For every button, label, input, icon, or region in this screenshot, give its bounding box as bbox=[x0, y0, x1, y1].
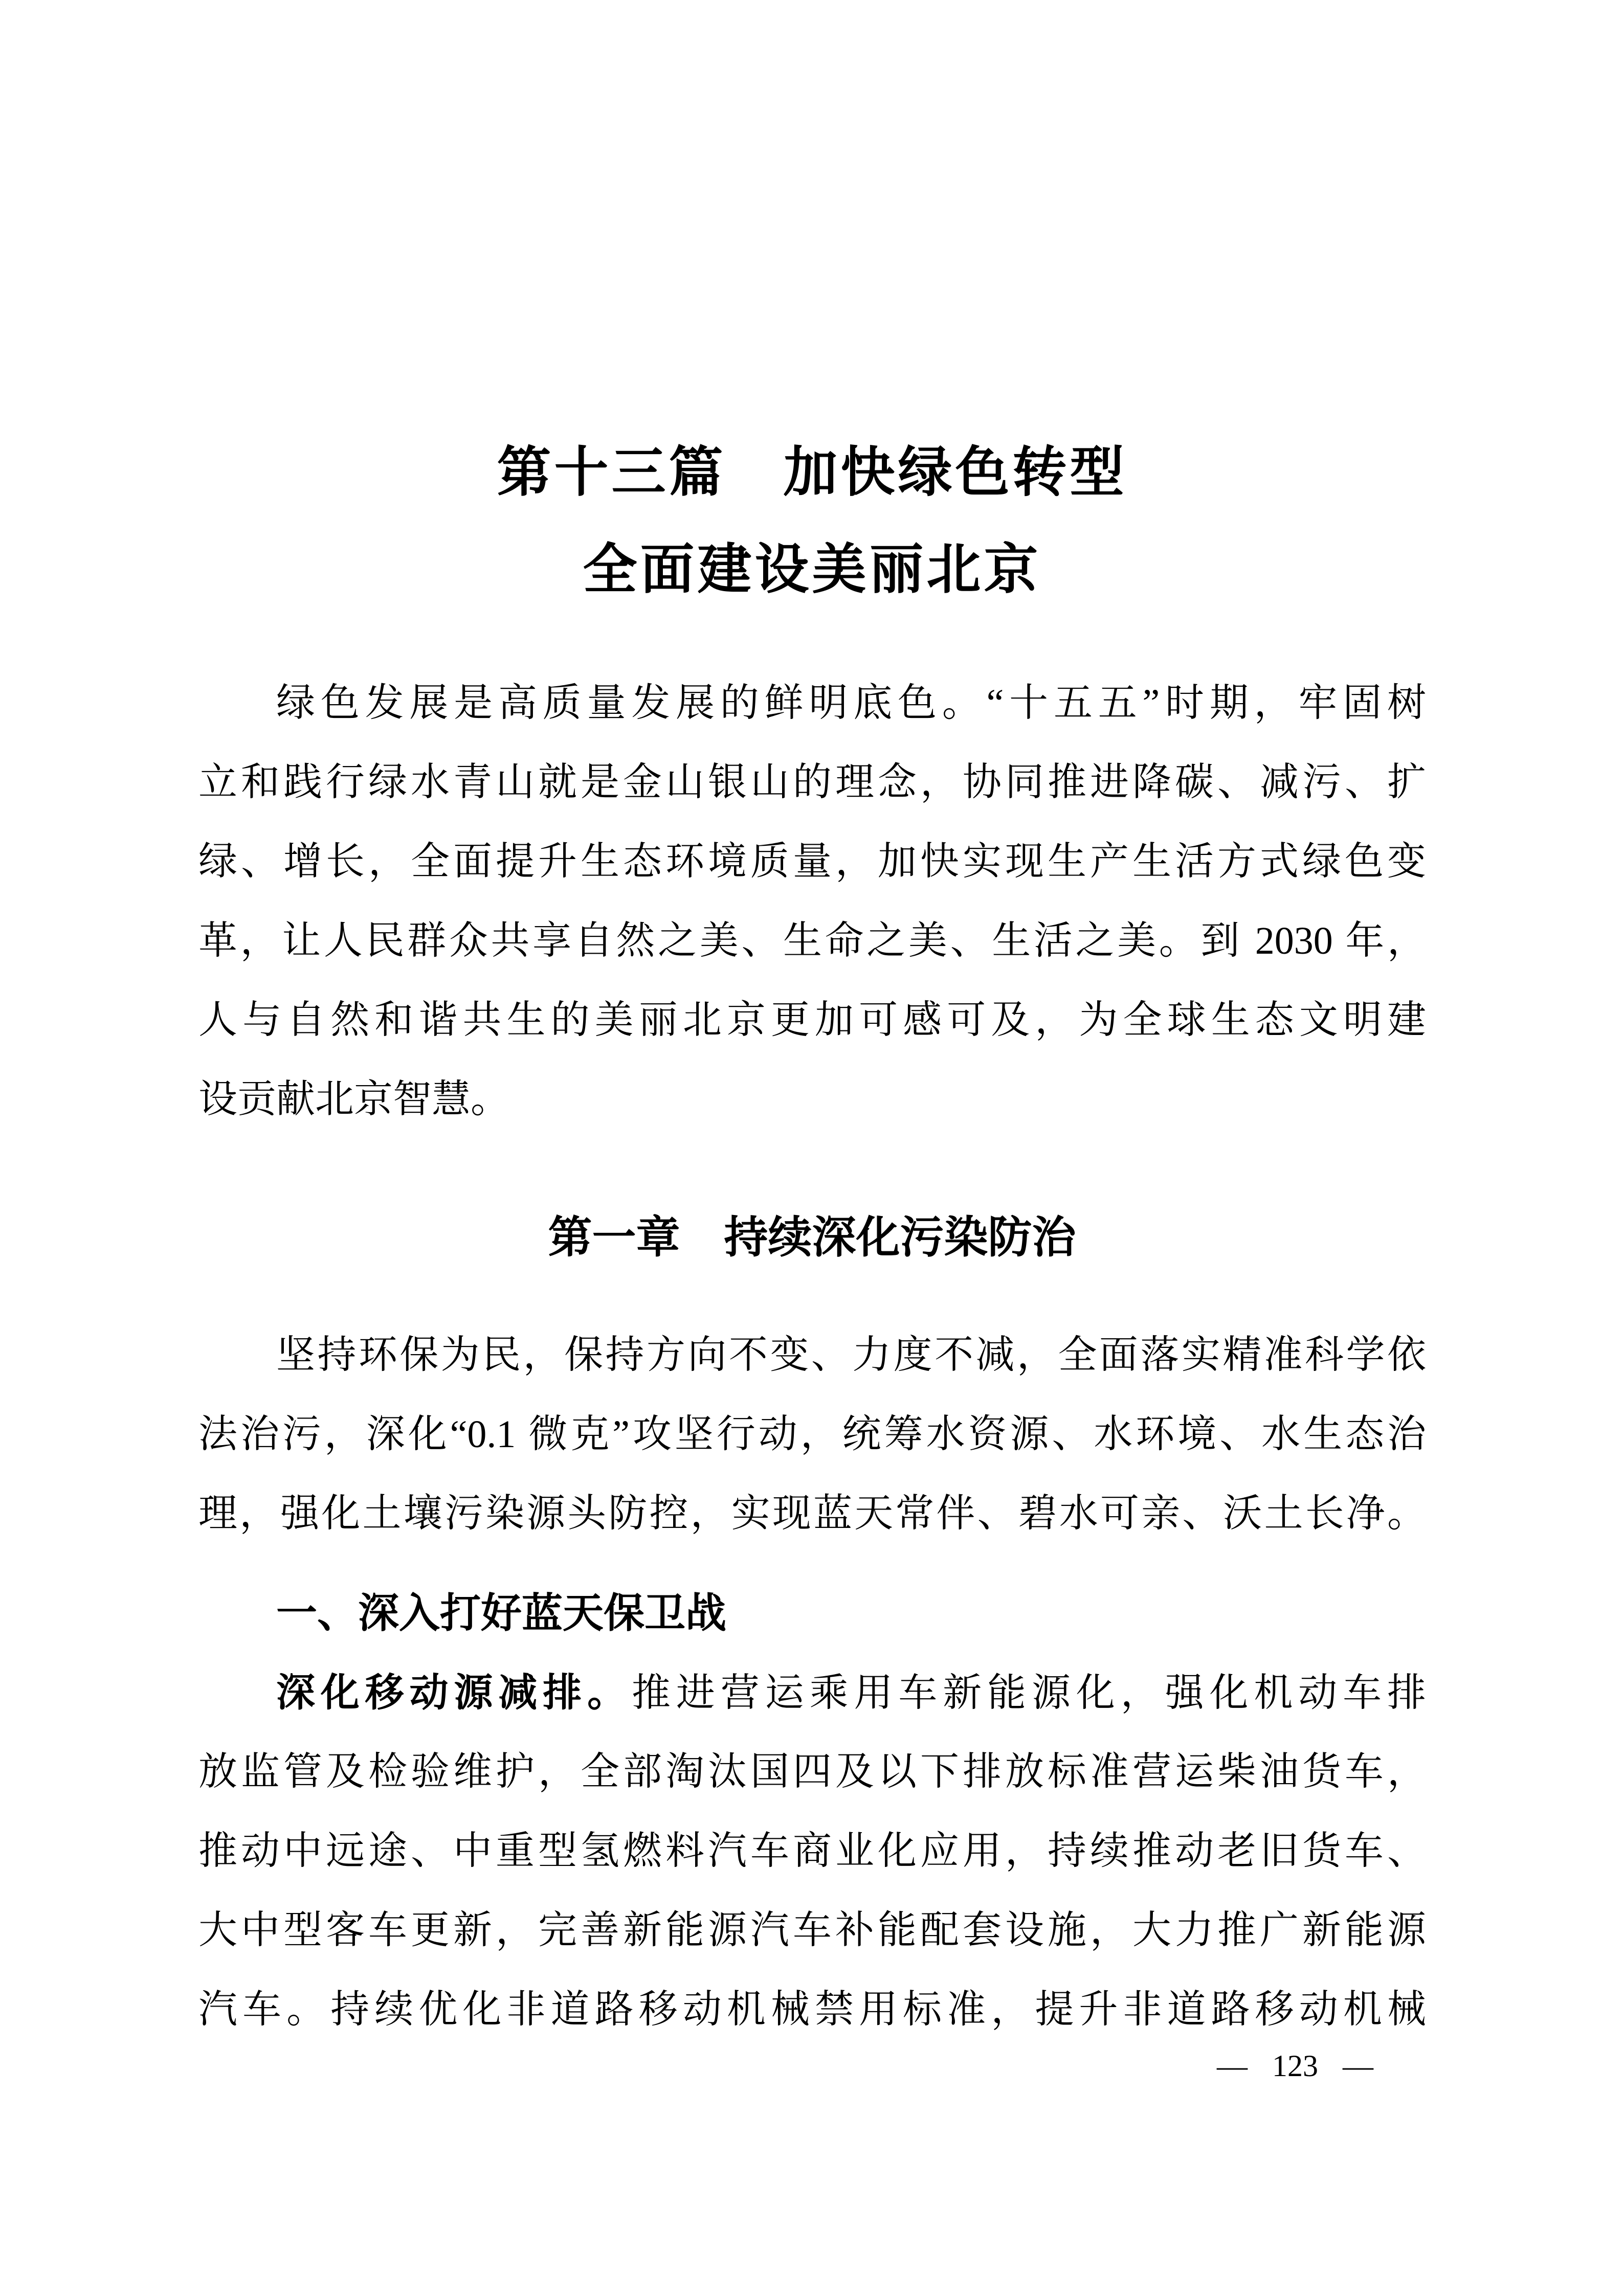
section-subheading: 一、深入打好蓝天保卫战 bbox=[276, 1590, 726, 1636]
part-title-line-1: 第十三篇 加快绿色转型 bbox=[497, 443, 1127, 503]
section-paragraph bbox=[198, 1653, 1426, 2050]
intro-paragraph bbox=[198, 664, 1426, 1139]
body-line: 放监管及检验维护，全部淘汰国四及以下排放标准营运柴油货车， bbox=[198, 1750, 1426, 1793]
intro-line: 人与自然和谐共生的美丽北京更加可感可及，为全球生态文明建 bbox=[198, 999, 1426, 1042]
chapter-heading: 第一章 持续深化污染防治 bbox=[548, 1213, 1076, 1262]
body-line-text: 推进营运乘用车新能源化，强化机动车排 bbox=[632, 1672, 1427, 1715]
footer-dash-right: — bbox=[1343, 2049, 1373, 2083]
part-title bbox=[0, 432, 1624, 611]
page-number: 123 bbox=[1272, 2049, 1318, 2083]
footer-dash-left: — bbox=[1217, 2049, 1248, 2083]
body-line bbox=[198, 1653, 1426, 1732]
body-line: 大中型客车更新，完善新能源汽车补能配套设施，大力推广新能源 bbox=[198, 1909, 1426, 1952]
intro-line: 立和践行绿水青山就是金山银山的理念，协同推进降碳、减污、扩 bbox=[198, 761, 1426, 804]
body-line: 推动中远途、中重型氢燃料汽车商业化应用，持续推动老旧货车、 bbox=[198, 1830, 1426, 1873]
body-line: 坚持环保为民，保持方向不变、力度不减，全面落实精准科学依 bbox=[276, 1334, 1426, 1377]
intro-line: 革，让人民群众共享自然之美、生命之美、生活之美。到 2030 年， bbox=[198, 919, 1426, 962]
body-line: 理，强化土壤污染源头防控，实现蓝天常伴、碧水可亲、沃土长净。 bbox=[198, 1492, 1426, 1535]
intro-line: 设贡献北京智慧。 bbox=[198, 1078, 509, 1121]
part-title-line-2: 全面建设美丽北京 bbox=[583, 540, 1041, 600]
body-line: 法治污，深化“0.1 微克”攻坚行动，统筹水资源、水环境、水生态治 bbox=[198, 1413, 1426, 1456]
chapter-paragraph bbox=[198, 1316, 1426, 1554]
intro-line: 绿、增长，全面提升生态环境质量，加快实现生产生活方式绿色变 bbox=[198, 840, 1426, 883]
bold-lead: 深化移动源减排。 bbox=[276, 1671, 632, 1715]
page-footer bbox=[1217, 2045, 1373, 2086]
intro-line: 绿色发展是高质量发展的鲜明底色。“十五五”时期，牢固树 bbox=[276, 682, 1426, 725]
body-line: 汽车。持续优化非道路移动机械禁用标准，提升非道路移动机械 bbox=[198, 1988, 1426, 2031]
